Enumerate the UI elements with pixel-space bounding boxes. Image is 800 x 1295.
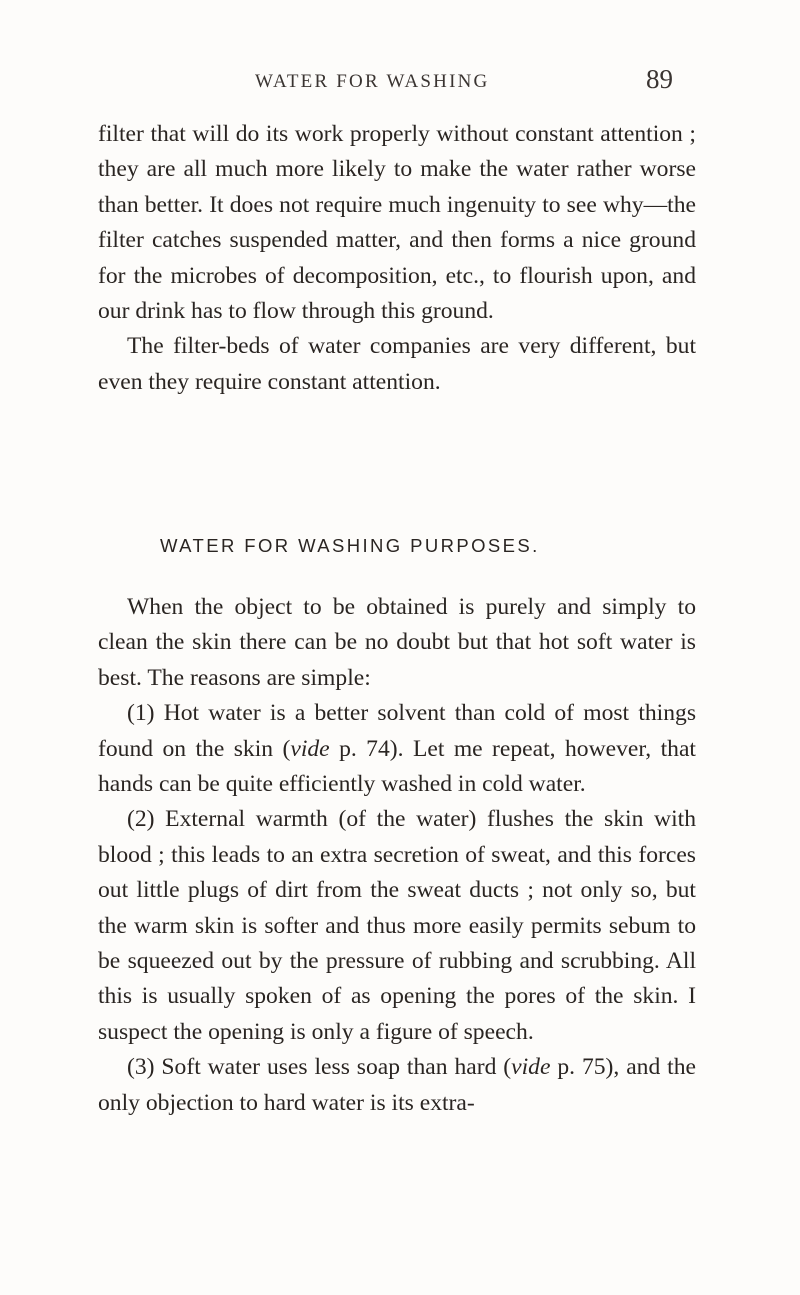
reason-3-vide: vide (511, 1054, 551, 1081)
paragraph-filter-continued: filter that will do its work properly without constant attention ; they are all much more likely to make the water rather worse than better. It does not require much ingenuity to see why—the filter catches suspended matter, and then forms a nice ground for the microbes of decomposition, etc., to flourish upon, and our drink has to flow through this ground. (98, 121, 696, 325)
reason-3-text-a: (3) Soft water uses less soap than hard ( (127, 1054, 512, 1081)
text-block-top (98, 117, 696, 400)
text-block-bottom (98, 590, 696, 1121)
reason-1-text-b: p. 74). Let me repeat, however, that hands can be quite efficiently washed in cold water. (98, 735, 696, 798)
reason-1-text-a: (1) Hot water is a better solvent than cold of most things found on the skin ( (98, 700, 696, 762)
paragraph-filter-beds: The filter-beds of water companies are very different, but even they require constant attention. (98, 333, 696, 395)
running-head: WATER FOR WASHING (255, 71, 490, 92)
reason-2: (2) External warmth (of the water) flushes the skin with blood ; this leads to an extra secretion of sweat, and this forces out little plugs of dirt from the sweat ducts ; not only so, but the warm skin is softer and thus more easily permits sebum to be squeezed out by the pressure of rubbing and scrubbing. All this is usually spoken of as opening the pores of the skin. I suspect the opening is only a figure of speech. (98, 806, 696, 1045)
page-number: 89 (646, 64, 673, 94)
reason-1-vide: vide (290, 735, 330, 762)
reason-3-text-b: p. 75), and the only objection to hard water is its extra- (98, 1054, 696, 1116)
section-heading: WATER FOR WASHING PURPOSES. (160, 535, 540, 556)
reason-3 (98, 1050, 696, 1121)
paragraph-intro: When the object to be obtained is purely and simply to clean the skin there can be no doubt but that hot soft water is best. The reasons are simple: (98, 594, 696, 691)
reason-1 (98, 696, 696, 802)
